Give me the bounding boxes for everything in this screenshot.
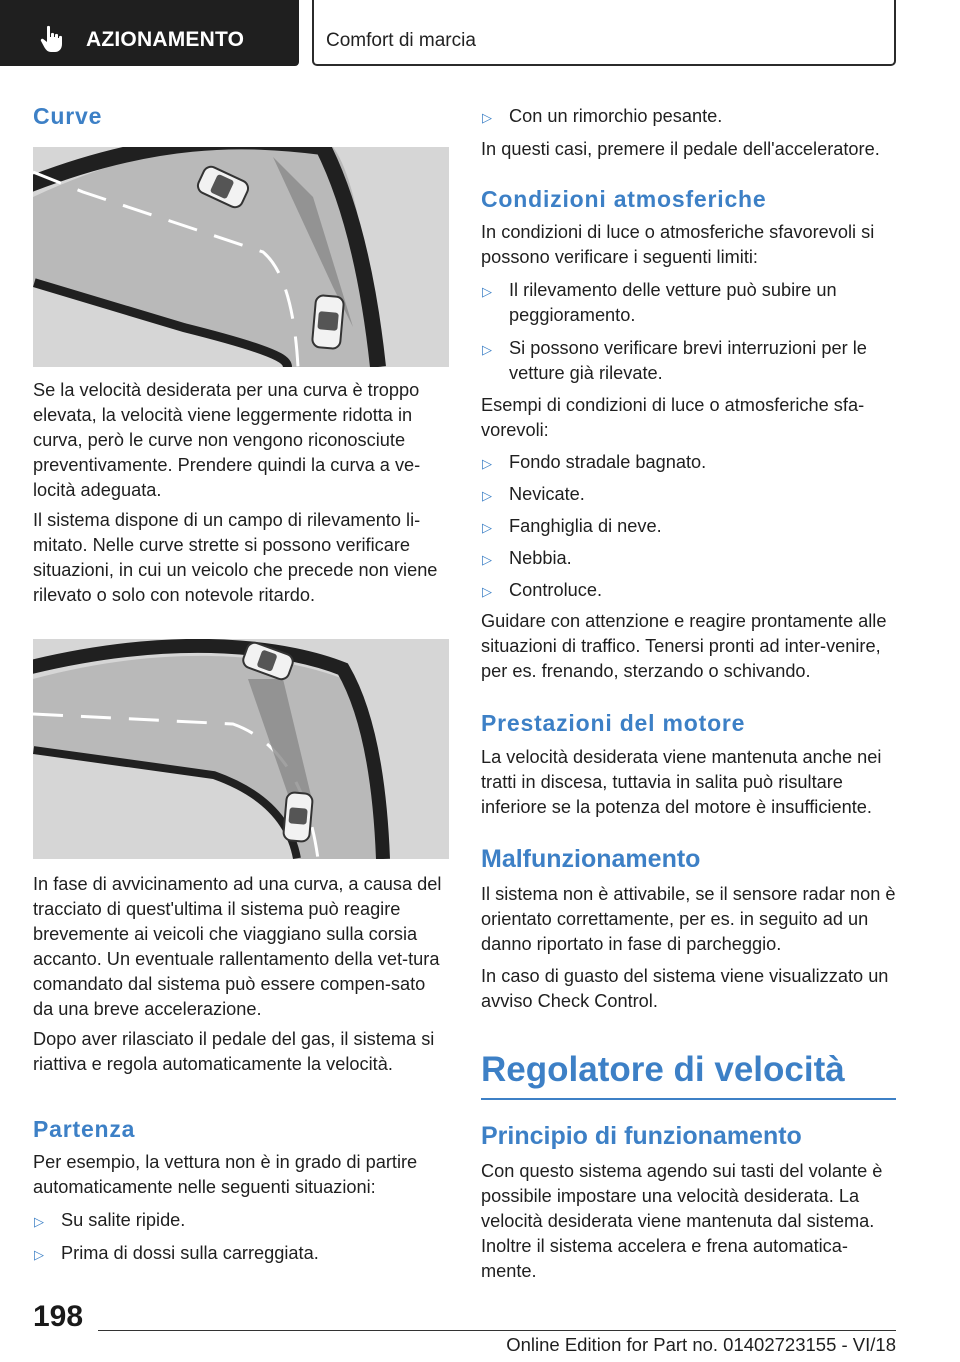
- partenza-paragraph: Per esempio, la vettura non è in grado di partire automaticamente nelle seguenti situazioni:: [33, 1152, 418, 1197]
- examples-paragraph: Esempi di condizioni di luce o atmosferiche sfa-vorevoli:: [481, 395, 865, 440]
- limits-list: [481, 278, 896, 386]
- approach-paragraph: In fase di avvicinamento ad una curva, a causa del tracciato di quest'ultima il sistema può reagire brevemente ai veicoli che viaggiano sulla corsia accanto. Un eventuale rallentamento della vet-tura comandato dal sistema può essere compen-sato da una breve accelerazione.: [33, 874, 442, 1019]
- bullet-icon: ▷: [482, 552, 492, 567]
- list-item: ▷ Nevicate.: [481, 482, 896, 507]
- edition-text: Online Edition for Part no. 01402723155 - VI/18: [506, 1334, 896, 1355]
- list-item: ▷ Controluce.: [481, 578, 896, 603]
- car-icon: [312, 295, 344, 349]
- hand-pointer-icon: [38, 24, 68, 54]
- curve-paragraph-1: Se la velocità desiderata per una curva è troppo elevata, la velocità viene leggermente ridotta in curva, però le curve non vengono riconosciute preventivamente. Prendere quindi la curva a ve-locità adeguata.: [33, 380, 421, 500]
- list-item: ▷ Fondo stradale bagnato.: [481, 450, 896, 475]
- engine-paragraph: La velocità desiderata viene mantenuta anche nei tratti in discesa, tuttavia in salita può risultare inferiore se la potenza del motore è insufficiente.: [481, 747, 882, 817]
- principle-paragraph: Con questo sistema agendo sui tasti del volante è possibile impostare una velocità desiderata. La velocità desiderata viene mantenuta dal sistema. Inoltre il sistema accelera e frena automatica-mente.: [481, 1161, 883, 1281]
- car-icon: [283, 792, 313, 842]
- bullet-icon: ▷: [482, 584, 492, 599]
- partenza-list: [33, 1208, 449, 1266]
- page-number: 198: [33, 1300, 84, 1333]
- list-item: ▷ Su salite ripide.: [33, 1208, 449, 1233]
- bullet-icon: ▷: [482, 284, 492, 299]
- atmos-heading: Condizioni atmosferiche: [481, 186, 767, 212]
- bullet-icon: ▷: [482, 488, 492, 503]
- list-item: ▷ Il rilevamento delle vetture può subire un peggioramento.: [482, 280, 837, 325]
- bullet-icon: ▷: [482, 342, 492, 357]
- section-tab: [0, 0, 299, 66]
- list-item: ▷ Nebbia.: [481, 546, 896, 571]
- chapter-heading: Regolatore di velocità: [481, 1050, 896, 1100]
- bullet-icon: ▷: [482, 520, 492, 535]
- malfunction-paragraph-2: In caso di guasto del sistema viene visualizzato un avviso Check Control.: [481, 966, 889, 1011]
- malfunction-paragraph-1: Il sistema non è attivabile, se il sensore radar non è orientato correttamente, per es. in seguito ad un danno riportato in fase di parcheggio.: [481, 884, 896, 954]
- engine-heading: Prestazioni del motore: [481, 710, 746, 736]
- trailer-list: [481, 104, 896, 129]
- curve-figure-2: [33, 639, 449, 859]
- chapter-title: Comfort di marcia: [326, 30, 476, 51]
- examples-list: [481, 450, 896, 603]
- atmos-paragraph: In condizioni di luce o atmosferiche sfavorevoli si possono verificare i seguenti limiti:: [481, 222, 875, 267]
- partenza-heading: Partenza: [33, 1116, 136, 1142]
- malfunction-heading: Malfunzionamento: [481, 845, 701, 873]
- curve-heading: Curve: [33, 103, 103, 129]
- curve-paragraph-2: Il sistema dispone di un campo di rilevamento li-mitato. Nelle curve strette si possono verificare situazioni, in cui un veicolo che precede non viene rilevato o solo con notevole ritardo.: [33, 510, 438, 605]
- bullet-icon: ▷: [482, 456, 492, 471]
- bullet-icon: ▷: [34, 1247, 44, 1262]
- principle-heading: Principio di funzionamento: [481, 1122, 802, 1150]
- list-item: ▷ Prima di dossi sulla carreggiata.: [33, 1241, 449, 1266]
- caution-paragraph: Guidare con attenzione e reagire prontamente alle situazioni di traffico. Tenersi pronti ad inter-venire, per es. frenando, sterzando o schivando.: [481, 611, 887, 681]
- section-title: AZIONAMENTO: [86, 28, 245, 51]
- bullet-icon: ▷: [34, 1214, 44, 1229]
- footer-divider: [98, 1330, 896, 1331]
- list-item: ▷ Con un rimorchio pesante.: [481, 104, 896, 129]
- curve-figure-1: [33, 147, 449, 367]
- bullet-icon: ▷: [482, 110, 492, 125]
- reactivation-paragraph: Dopo aver rilasciato il pedale del gas, il sistema si riattiva e regola automaticamente la velocità.: [33, 1029, 435, 1074]
- list-item: ▷ Si possono verificare brevi interruzioni per le vetture già rilevate.: [482, 338, 867, 383]
- accelerator-paragraph: In questi casi, premere il pedale dell'acceleratore.: [481, 139, 880, 159]
- list-item: ▷ Fanghiglia di neve.: [481, 514, 896, 539]
